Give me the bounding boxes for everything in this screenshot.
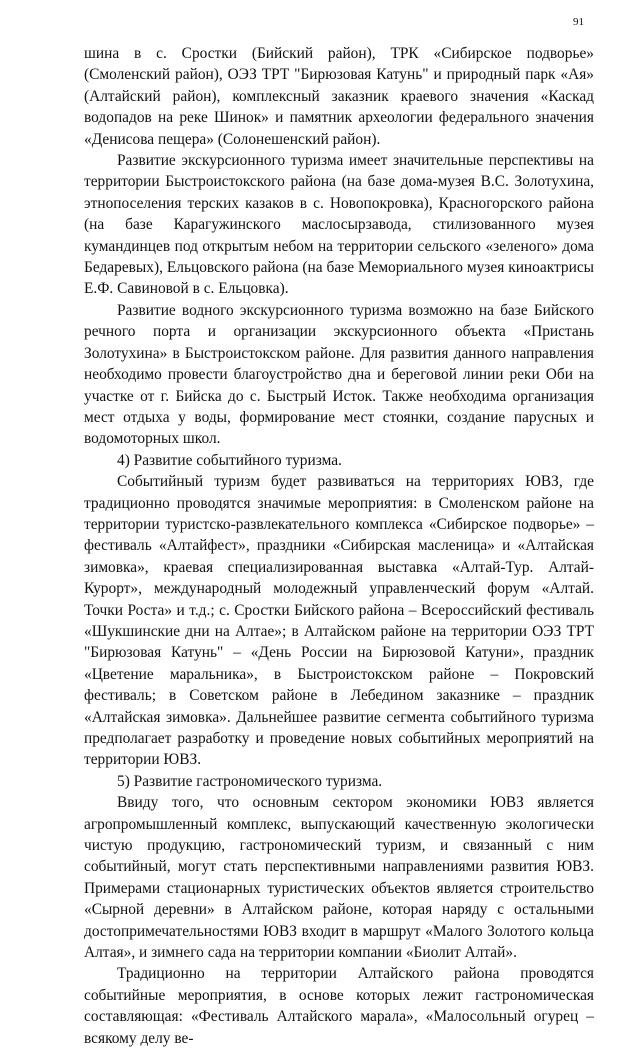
paragraph-last: Традиционно на территории Алтайского района проводятся событийные мероприятия, в основе которых лежит гастрономическая составляющая: «Фестиваль Алтайского марала», «Малосольный огурец – всякому делу ве- xyxy=(84,965,594,1047)
section-heading-gastronomy: 5) Развитие гастрономического туризма. xyxy=(117,772,383,790)
paragraph-2: Развитие экскурсионного туризма имеет значительные перспективы на территории Быстроистокского района (на базе дома-музея В.С. Золотухина, этнопоселения терских казаков в с. Новопокровка), Красногорского района (на базе Карагужинского маслосырзавода, стилизованного музея кумандинцев под открытым небом на территории сельского «зеленого» дома Бедаревых), Ельцовского района (на базе Мемориального музея киноактрисы Е.Ф. Савиновой в с. Ельцовка). xyxy=(84,152,594,298)
paragraph-events: Событийный туризм будет развиваться на территориях ЮВЗ, где традиционно проводятся значимые мероприятия: в Смоленском районе на территории туристско-развлекательного комплекса «Сибирское подворье» – фестиваль «Алтайфест», праздники «Сибирская масленица» и «Алтайская зимовка», краевая специализированная выставка «Алтай-Тур. Алтай-Курорт», международный молодежный управленческий форум «Алтай. Точки Роста» и т.д.; с. Сростки Бийского района – Всероссийский фестиваль «Шукшинские дни на Алтае»; в Алтайском районе на территории ОЭЗ ТРТ "Бирюзовая Катунь" – «День России на Бирюзовой Катуни», праздник «Цветение маральника», в Быстроистокском районе – Покровский фестиваль; в Советском районе в Лебедином заказнике – праздник «Алтайская зимовка». Дальнейшее развитие сегмента событийного туризма предполагает разработку и проведение новых событийных мероприятий на территории ЮВЗ. xyxy=(84,473,594,769)
body-text xyxy=(84,43,594,1049)
section-heading-events: 4) Развитие событийного туризма. xyxy=(117,451,342,469)
page-number: 91 xyxy=(573,16,584,28)
paragraph-1: шина в с. Сростки (Бийский район), ТРК «Сибирское подворье» (Смоленский район), ОЭЗ ТРТ "Бирюзовая Катунь" и природный парк «Ая» (Алтайский район), комплексный заказник краевого значения «Каскад водопадов на реке Шинок» и памятник археологии федерального значения «Денисова пещера» (Солонешенский район). xyxy=(84,45,594,148)
paragraph-gastronomy: Ввиду того, что основным сектором экономики ЮВЗ является агропромышленный комплекс, выпускающий качественную экологически чистую продукцию, гастрономический туризм, и связанный с ним событийный, могут стать перспективными направлениями развития ЮВЗ. Примерами стационарных туристических объектов является строительство «Сырной деревни» в Алтайском районе, которая наряду с остальными достопримечательностями ЮВЗ входит в маршрут «Малого Золотого кольца Алтая», и зимнего сада на территории компании «Биолит Алтай». xyxy=(84,794,594,962)
paragraph-3: Развитие водного экскурсионного туризма возможно на базе Бийского речного порта и организации экскурсионного объекта «Пристань Золотухина» в Быстроистокском районе. Для развития данного направления необходимо провести благоустройство дна и береговой линии реки Оби на участке от г. Бийска до с. Быстрый Исток. Также необходима организация мест отдыха у воды, формирование мест стоянки, создание парусных и водомоторных школ. xyxy=(84,301,594,448)
